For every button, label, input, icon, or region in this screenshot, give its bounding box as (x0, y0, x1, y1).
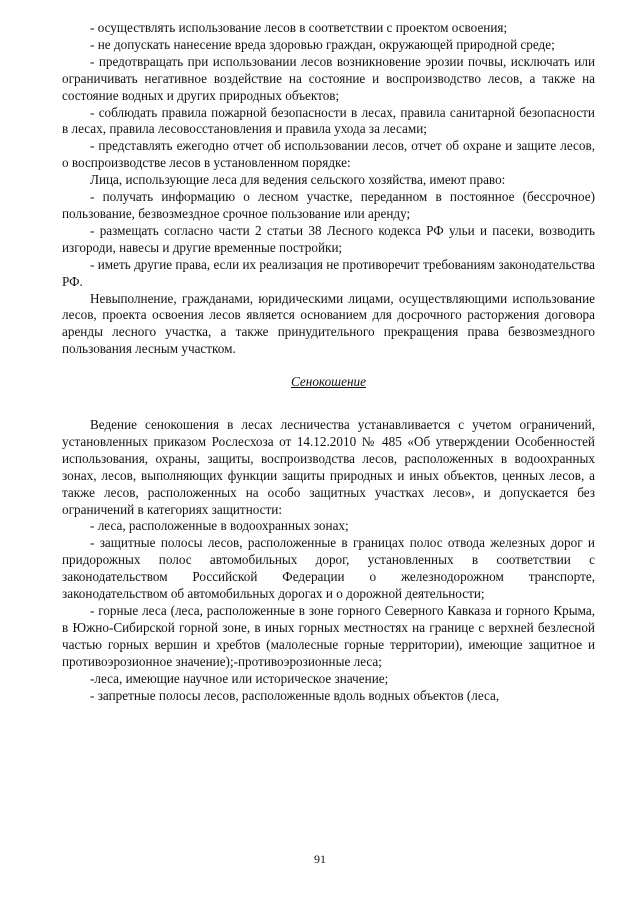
paragraph: - защитные полосы лесов, расположенные в границах полос отвода железных дорог и придорожных полос автомобильных дорог, установленных в соответствии с законодательством Российской Федерации о железнодорожном транспорте, законодательством об автомобильных дорогах и о дорожной деятельности; (62, 535, 595, 602)
paragraph: - запретные полосы лесов, расположенные вдоль водных объектов (леса, (90, 687, 500, 703)
paragraph: -леса, имеющие научное или историческое значение; (90, 670, 389, 686)
paragraph: - представлять ежегодно отчет об использовании лесов, отчет об охране и защите лесов, о воспроизводстве лесов в установленном порядке: (62, 138, 595, 171)
paragraph: - получать информацию о лесном участке, переданном в постоянное (бессрочное) пользование, безвозмездное срочное пользование или аренду; (62, 189, 595, 221)
paragraph: - не допускать нанесение вреда здоровью граждан, окружающей природной среде; (90, 36, 555, 52)
paragraph: - размещать согласно части 2 статьи 38 Лесного кодекса РФ ульи и пасеки, возводить изгороди, навесы и другие временные постройки; (62, 222, 595, 255)
paragraph: Лица, использующие леса для ведения сельского хозяйства, имеют право: (90, 172, 506, 188)
paragraph: - осуществлять использование лесов в соответствии с проектом освоения; (90, 20, 508, 35)
page-number: 91 (314, 852, 326, 866)
paragraph: - иметь другие права, если их реализация не противоречит требованиям законодательства РФ. (62, 256, 595, 289)
paragraph: - леса, расположенные в водоохранных зонах; (90, 518, 349, 534)
paragraph: - предотвращать при использовании лесов возникновение эрозии почвы, исключать или ограничивать негативное воздействие на состояние и воспроизводство лесов, а также на состояние водных и других природных объектов; (62, 53, 595, 103)
section-heading: Сенокошение (291, 374, 366, 390)
paragraph: - соблюдать правила пожарной безопасности в лесах, правила санитарной безопасности в лесах, правила лесовосстановления и правила ухода за лесами; (62, 104, 595, 137)
paragraph: Ведение сенокошения в лесах лесничества устанавливается с учетом ограничений, установленных приказом Рослесхоза от 14.12.2010 № 485 «Об утверждении Особенностей использования, охраны, защиты, воспроизводства лесов, расположенных в водоохранных зонах, лесов, выполняющих функции защиты природных и иных объектов, ценных лесов, а также лесов, расположенных на особо защитных участках лесов», и допускается без ограничений в категориях защитности: (62, 417, 595, 517)
paragraph: - горные леса (леса, расположенные в зоне горного Северного Кавказа и горного Крыма, в Южно-Сибирской горной зоне, в иных горных местностях на границе с верхней безлесной частью горных вершин и хребтов (малолесные горные территории), имеющие защитное и противоэрозионное значение);-противоэрозионные леса; (62, 603, 595, 669)
paragraph: Невыполнение, гражданами, юридическими лицами, осуществляющими использование лесов, проекта освоения лесов является основанием для досрочного расторжения договора аренды лесного участка, а также принудительного прекращения права безвозмездного пользования лесным участком. (62, 290, 595, 357)
document-page (62, 20, 595, 704)
